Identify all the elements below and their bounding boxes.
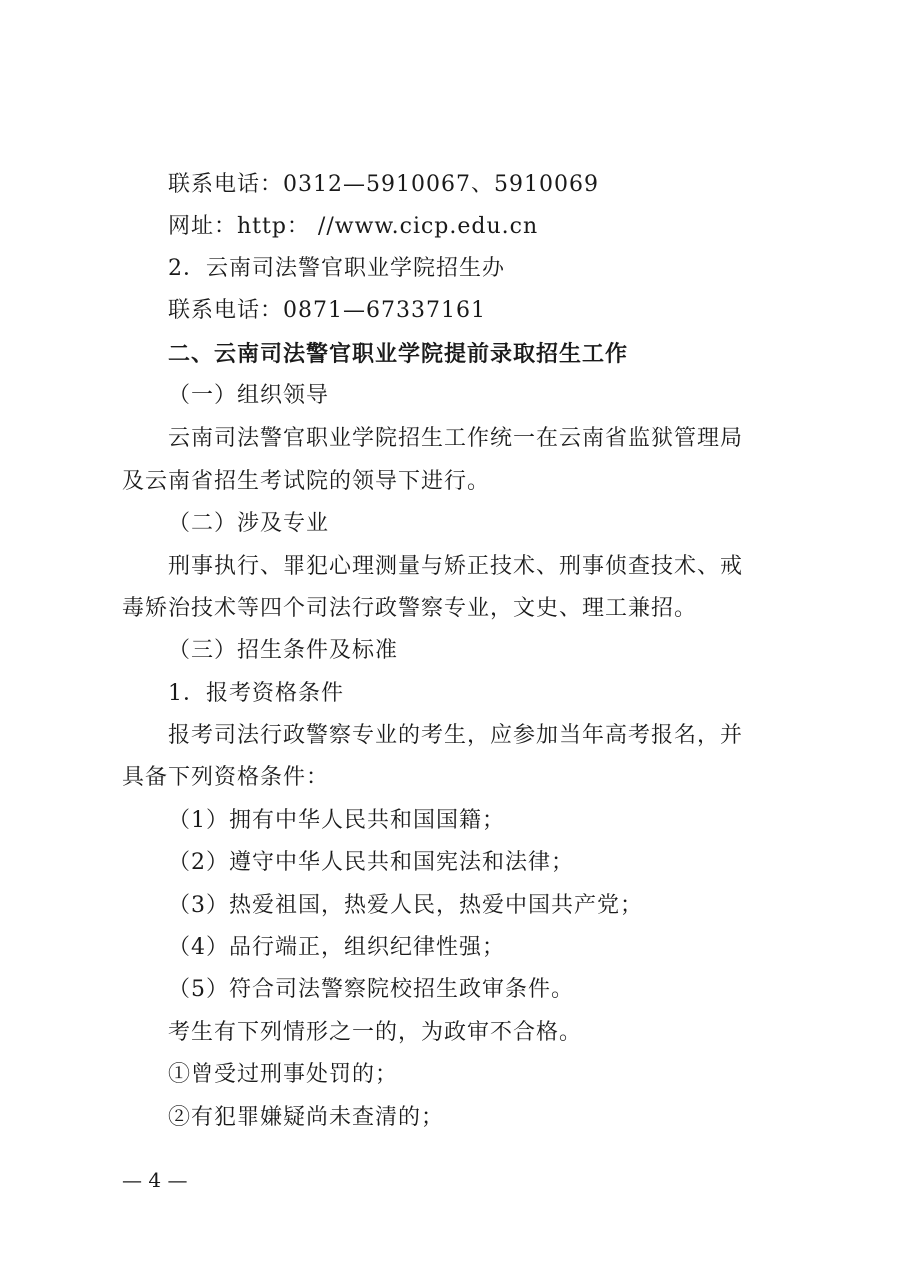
item-1-eligibility: 1．报考资格条件 [168, 681, 344, 706]
paragraph-majors-line-2: 毒矫治技术等四个司法行政警察专业，文史、理工兼招。 [122, 596, 698, 621]
section-heading-2: 二、云南司法警官职业学院提前录取招生工作 [168, 341, 629, 367]
paragraph-eligibility-line-2: 具备下列资格条件： [122, 765, 330, 790]
paragraph-majors-line-1: 刑事执行、罪犯心理测量与矫正技术、刑事侦查技术、戒 [168, 554, 744, 579]
disqualification-intro: 考生有下列情形之一的，为政审不合格。 [168, 1020, 583, 1045]
disqualification-2: ②有犯罪嫌疑尚未查清的； [168, 1105, 445, 1130]
website: 网址：http： //www.cicp.edu.cn [168, 214, 539, 239]
subheading-conditions: （三）招生条件及标准 [168, 638, 399, 663]
subheading-majors: （二）涉及专业 [168, 511, 330, 536]
contact-phone-2: 联系电话：0871—67337161 [168, 298, 486, 323]
condition-5: （5）符合司法警察院校招生政审条件。 [168, 977, 574, 1002]
condition-4: （4）品行端正，组织纪律性强； [168, 935, 505, 960]
condition-2: （2）遵守中华人民共和国宪法和法律； [168, 850, 574, 875]
paragraph-organization-line-2: 及云南省招生考试院的领导下进行。 [122, 469, 491, 494]
page-number: — 4 — [122, 1168, 188, 1192]
paragraph-eligibility-line-1: 报考司法行政警察专业的考生，应参加当年高考报名，并 [168, 723, 744, 748]
paragraph-organization-line-1: 云南司法警官职业学院招生工作统一在云南省监狱管理局 [168, 426, 744, 451]
condition-1: （1）拥有中华人民共和国国籍； [168, 808, 505, 833]
item-2-office: 2．云南司法警官职业学院招生办 [168, 256, 505, 281]
condition-3: （3）热爱祖国，热爱人民，热爱中国共产党； [168, 893, 643, 918]
contact-phone-1: 联系电话：0312—5910067、5910069 [168, 172, 599, 197]
subheading-organization: （一）组织领导 [168, 383, 330, 408]
disqualification-1: ①曾受过刑事处罚的； [168, 1062, 399, 1087]
